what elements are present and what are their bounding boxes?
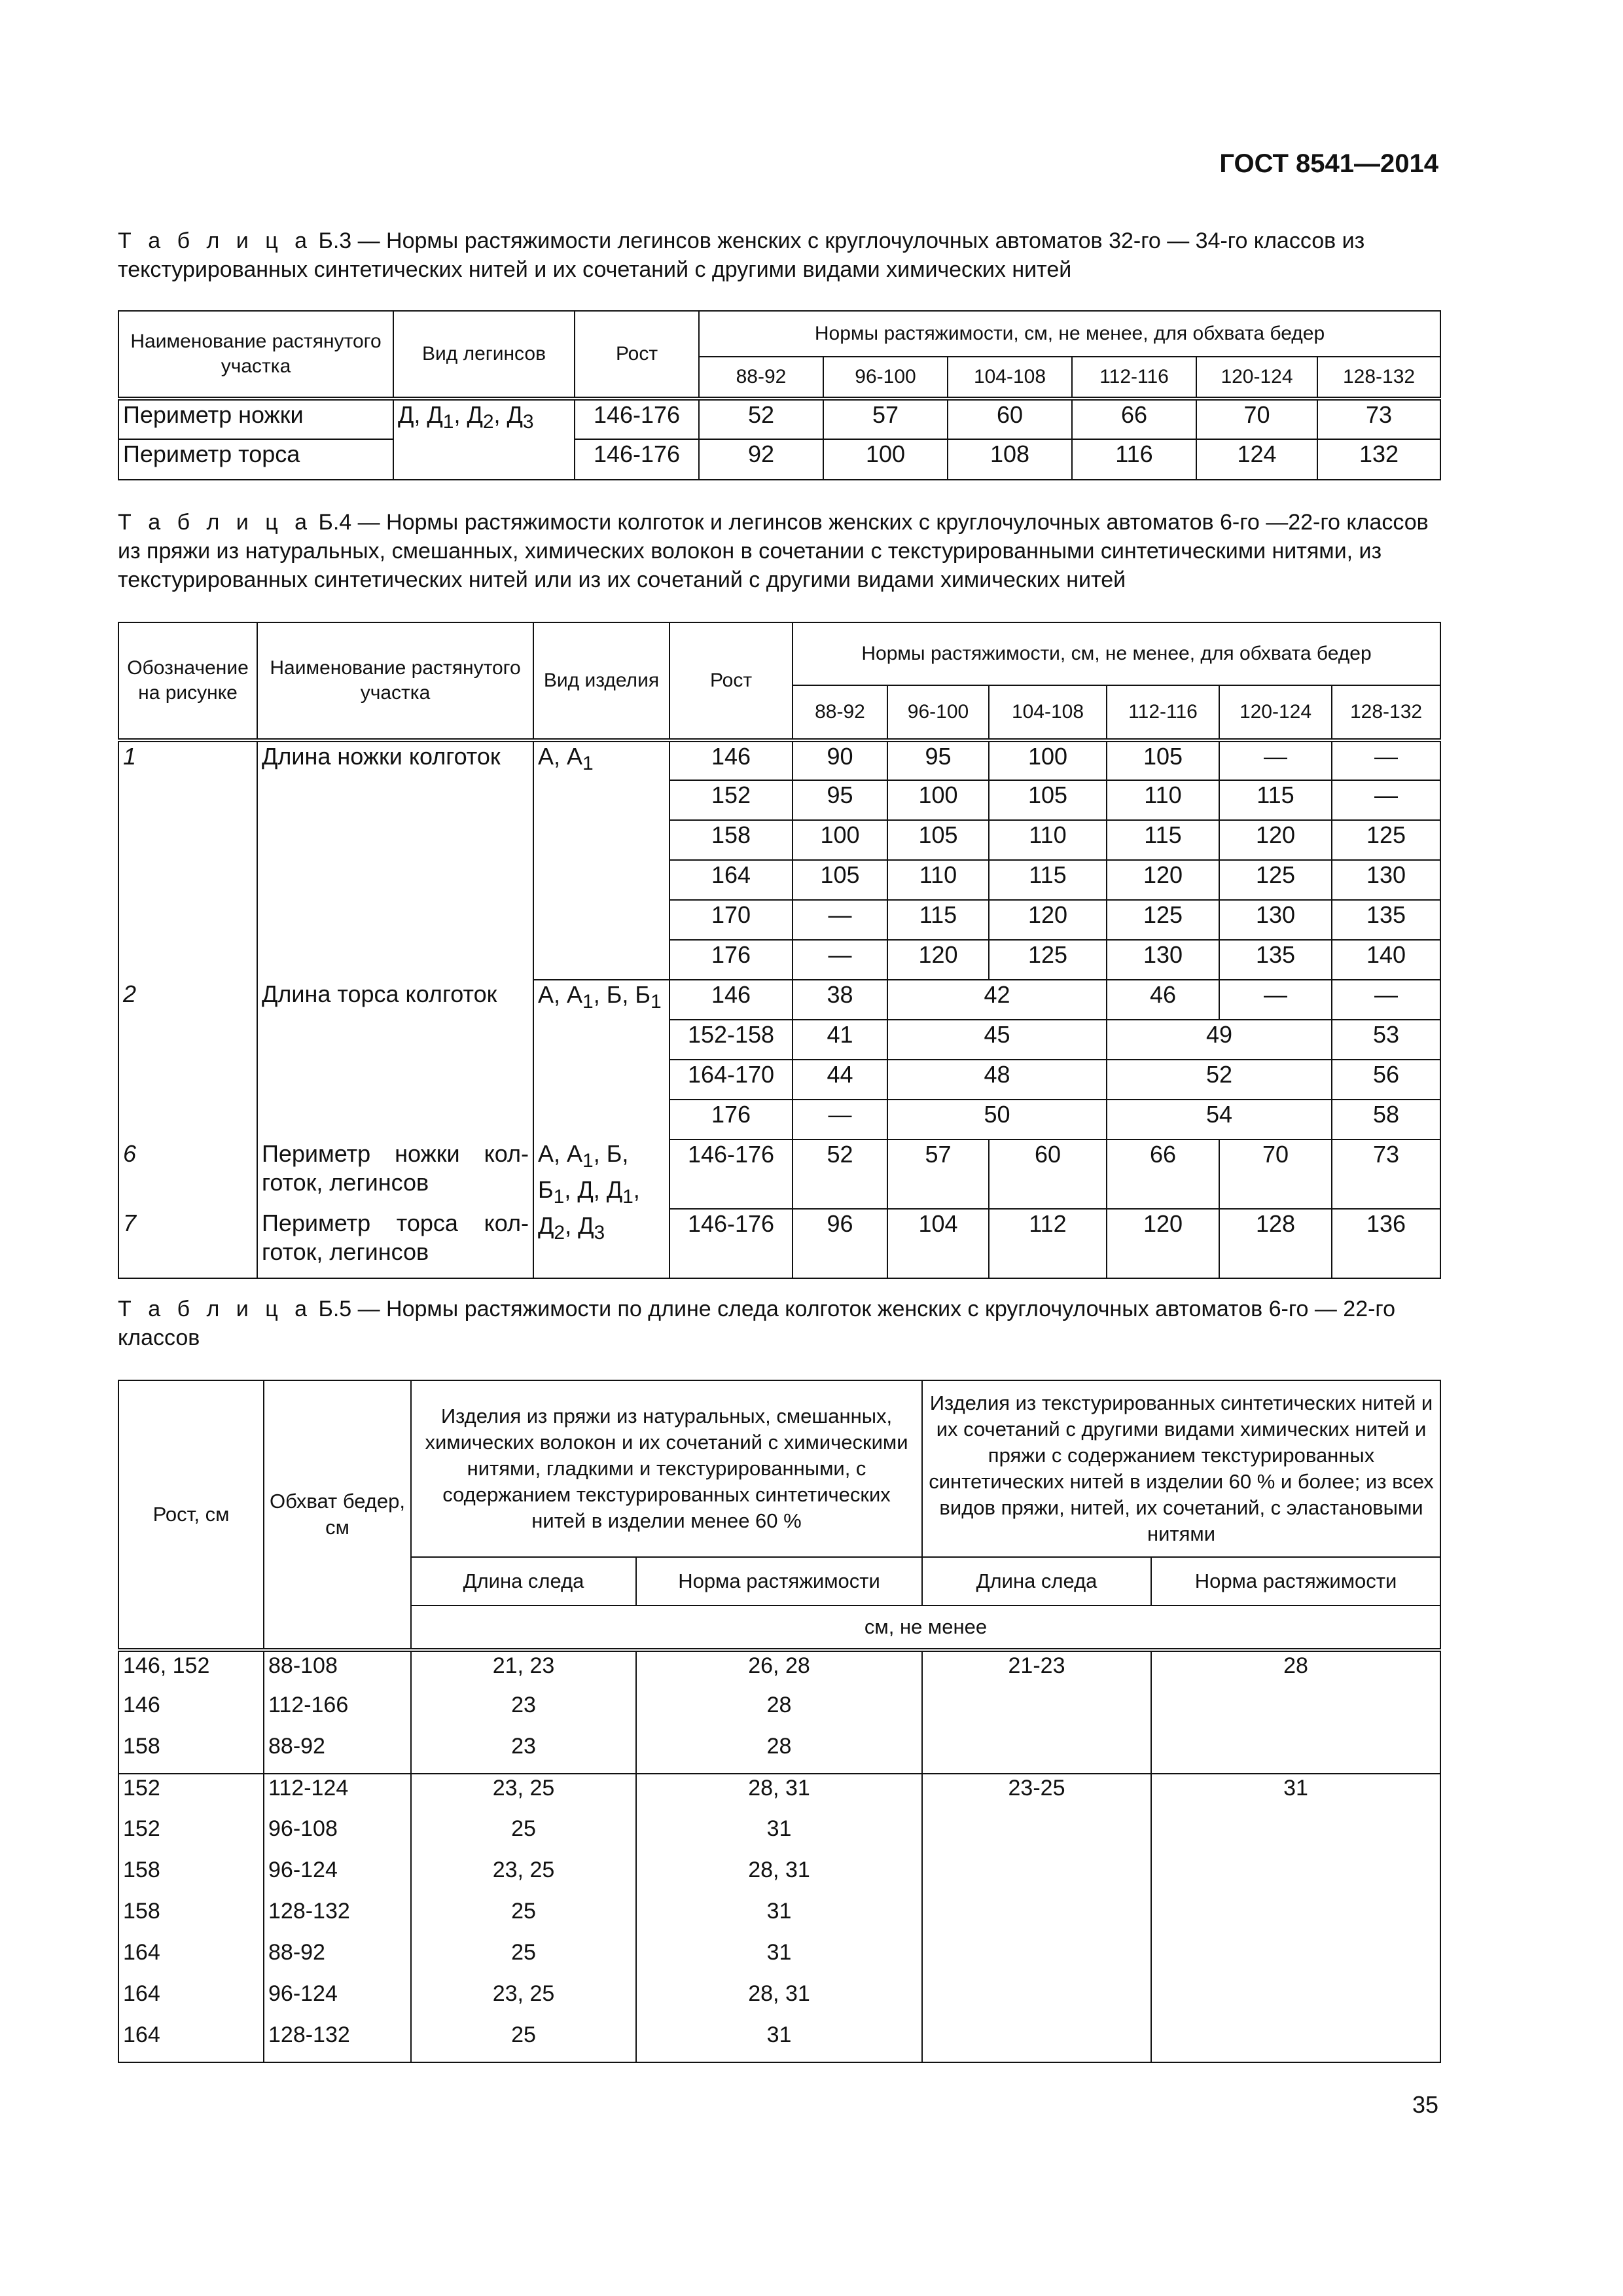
cell-value: 110 <box>1107 780 1219 820</box>
caption-label: Т а б л и ц а <box>118 1297 313 1321</box>
header-height: Рост, см <box>118 1380 264 1650</box>
cell-value: 70 <box>1219 1139 1332 1209</box>
cell-value: 100 <box>823 439 948 480</box>
cell-value: 125 <box>1107 900 1219 940</box>
header-norm: Норма растяжимости <box>636 1557 922 1605</box>
header-norms: Нормы растяжимости, см, не менее, для обхвата бедер <box>793 622 1440 685</box>
table-row <box>118 740 1440 780</box>
cell-length: 23, 25 <box>411 1980 636 2021</box>
cell-height: 176 <box>669 1100 793 1139</box>
caption-label: Т а б л и ц а <box>118 228 313 253</box>
cell-value: 120 <box>1107 1209 1219 1278</box>
header-norms: Нормы растяжимости, см, не менее, для обхвата бедер <box>699 311 1440 357</box>
cell-value: 44 <box>793 1060 887 1100</box>
cell-value: 136 <box>1332 1209 1440 1278</box>
cell-value: 48 <box>887 1060 1107 1100</box>
cell-height: 146 <box>669 740 793 780</box>
header-girth: 96-100 <box>823 357 948 399</box>
cell-mark: 6 <box>118 1139 257 1209</box>
cell-value: 120 <box>989 900 1107 940</box>
header-girth: 104-108 <box>989 685 1107 740</box>
cell-height: 146-176 <box>669 1139 793 1209</box>
cell-girth: 96-108 <box>264 1815 411 1856</box>
cell-value: 120 <box>887 940 989 980</box>
header-girth: 112-116 <box>1072 357 1196 399</box>
cell-kind: Д, $Д_1$, $Д_2$, $Д_3$ <box>393 399 575 480</box>
cell-norm: 31 <box>636 1939 922 1980</box>
header-girth: 104-108 <box>948 357 1072 399</box>
cell-height: 158 <box>118 1897 264 1939</box>
cell-girth: 88-92 <box>264 1939 411 1980</box>
cell-length: 23 <box>411 1691 636 1732</box>
cell-section: Длина торса колготок <box>257 980 533 1139</box>
cell-value: 115 <box>1219 780 1332 820</box>
cell-value: — <box>793 900 887 940</box>
cell-value: — <box>793 1100 887 1139</box>
cell-value: 100 <box>793 820 887 860</box>
cell-height: 164-170 <box>669 1060 793 1100</box>
cell-value: 49 <box>1107 1020 1332 1060</box>
cell-mark: 7 <box>118 1209 257 1278</box>
header-girth: Обхват бедер, см <box>264 1380 411 1650</box>
cell-value: 57 <box>887 1139 989 1209</box>
cell-value: 124 <box>1196 439 1317 480</box>
cell-height: 164 <box>118 2021 264 2062</box>
cell-value: 45 <box>887 1020 1107 1060</box>
table-b5-caption <box>118 1295 1440 1352</box>
cell-value: 120 <box>1219 820 1332 860</box>
cell-kind: А, $А_1$, Б, $Б_1$ <box>533 980 669 1139</box>
page-number: 35 <box>1412 2091 1438 2118</box>
header-height: Рост <box>575 311 699 399</box>
cell-length: 25 <box>411 1815 636 1856</box>
cell-girth: 112-124 <box>264 1774 411 1815</box>
cell-value: 54 <box>1107 1100 1332 1139</box>
cell-height: 152 <box>669 780 793 820</box>
table-row <box>118 1209 1440 1278</box>
cell-height: 158 <box>669 820 793 860</box>
cell-section: Периметр ножки <box>118 399 393 439</box>
caption-text: Б.5 — Нормы растяжимости по длине следа колготок женских с круглочулочных автоматов 6-го — 22-го классов <box>118 1297 1395 1350</box>
cell-value: 130 <box>1332 860 1440 900</box>
cell-value: 135 <box>1332 900 1440 940</box>
cell-value: 100 <box>887 780 989 820</box>
cell-height: 164 <box>118 1980 264 2021</box>
cell-norm: 28, 31 <box>636 1980 922 2021</box>
table-b4 <box>118 622 1441 1279</box>
header-kind: Вид легинсов <box>393 311 575 399</box>
cell-value: 105 <box>793 860 887 900</box>
cell-value: 38 <box>793 980 887 1020</box>
cell-height: 164 <box>669 860 793 900</box>
cell-length: 23 <box>411 1732 636 1774</box>
cell-value: 96 <box>793 1209 887 1278</box>
table-b4-caption <box>118 508 1440 594</box>
header-kind: Вид изделия <box>533 622 669 740</box>
header-mark: Обозначение на рисунке <box>118 622 257 740</box>
cell-value: 60 <box>989 1139 1107 1209</box>
cell-value: 56 <box>1332 1060 1440 1100</box>
cell-value: 42 <box>887 980 1107 1020</box>
cell-value: 66 <box>1107 1139 1219 1209</box>
cell-height: 152 <box>118 1774 264 1815</box>
cell-value: 46 <box>1107 980 1219 1020</box>
header-norm: Норма растяжимости <box>1151 1557 1440 1605</box>
header-group-1: Изделия из пряжи из натуральных, смешанных, химических волокон и их сочетаний с химическими нитями, гладкими и текстурированными, с содержанием текстурированных синтетических нитей в изделии менее 60 % <box>411 1380 922 1557</box>
cell-height: 164 <box>118 1939 264 1980</box>
cell-mark: 1 <box>118 740 257 980</box>
cell-length: 23-25 <box>922 1774 1151 2062</box>
caption-text: Б.3 — Нормы растяжимости легинсов женских с круглочулочных автоматов 32-го — 34-го классов из текстурированных синтетических нитей и их сочетаний с другими видами химических нитей <box>118 228 1365 282</box>
cell-norm: 31 <box>1151 1774 1440 2062</box>
cell-value: — <box>1332 980 1440 1020</box>
cell-value: 95 <box>793 780 887 820</box>
table-row <box>118 1650 1440 1691</box>
table-row <box>118 1774 1440 1815</box>
header-section: Наименование растянутого участка <box>118 311 393 399</box>
cell-value: 140 <box>1332 940 1440 980</box>
table-b5 <box>118 1380 1441 2063</box>
cell-girth: 96-124 <box>264 1980 411 2021</box>
header-height: Рост <box>669 622 793 740</box>
cell-height: 152 <box>118 1815 264 1856</box>
cell-norm: 31 <box>636 1815 922 1856</box>
cell-girth: 128-132 <box>264 2021 411 2062</box>
cell-value: 52 <box>793 1139 887 1209</box>
table-row <box>118 1139 1440 1209</box>
table-row <box>118 980 1440 1020</box>
cell-length: 23, 25 <box>411 1856 636 1897</box>
cell-height: 146-176 <box>575 439 699 480</box>
cell-value: — <box>793 940 887 980</box>
caption-label: Т а б л и ц а <box>118 510 313 535</box>
header-length: Длина следа <box>411 1557 636 1605</box>
cell-value: 110 <box>887 860 989 900</box>
header-girth: 88-92 <box>793 685 887 740</box>
cell-value: — <box>1219 740 1332 780</box>
caption-text: Б.4 — Нормы растяжимости колготок и легинсов женских с круглочулочных автоматов 6-го —22-го классов из пряжи из натуральных, смешанных, химических волокон в сочетании с текстурированными синтетическими нитями, из текстурированных синтетических нитей или из их сочетаний с другими видами химических нитей <box>118 510 1429 592</box>
table-b3-caption <box>118 226 1440 284</box>
cell-norm: 28, 31 <box>636 1856 922 1897</box>
cell-norm: 28, 31 <box>636 1774 922 1815</box>
cell-height: 146-176 <box>669 1209 793 1278</box>
cell-height: 146 <box>669 980 793 1020</box>
header-girth: 96-100 <box>887 685 989 740</box>
cell-value: 104 <box>887 1209 989 1278</box>
cell-girth: 88-108 <box>264 1650 411 1691</box>
cell-norm: 31 <box>636 1897 922 1939</box>
header-girth: 128-132 <box>1317 357 1440 399</box>
table-row <box>118 439 1440 480</box>
header-group-2: Изделия из текстурированных синтетических нитей и их сочетаний с другими видами химических нитей и пряжи с содержанием текстурированных синтетических нитей в изделии 60 % и более; из всех видов пряжи, нитей, их сочетаний, с эластановыми нитями <box>922 1380 1440 1557</box>
cell-value: 110 <box>989 820 1107 860</box>
cell-value: 58 <box>1332 1100 1440 1139</box>
cell-value: 95 <box>887 740 989 780</box>
cell-length: 25 <box>411 1939 636 1980</box>
cell-height: 152-158 <box>669 1020 793 1060</box>
cell-value: 135 <box>1219 940 1332 980</box>
cell-value: 41 <box>793 1020 887 1060</box>
cell-height: 146, 152 <box>118 1650 264 1691</box>
cell-value: 125 <box>1219 860 1332 900</box>
cell-value: 115 <box>989 860 1107 900</box>
cell-value: 92 <box>699 439 823 480</box>
header-girth: 88-92 <box>699 357 823 399</box>
standard-number: ГОСТ 8541—2014 <box>1219 149 1438 178</box>
cell-value: 132 <box>1317 439 1440 480</box>
cell-value: 100 <box>989 740 1107 780</box>
header-girth: 120-124 <box>1219 685 1332 740</box>
header-length: Длина следа <box>922 1557 1151 1605</box>
cell-length: 21, 23 <box>411 1650 636 1691</box>
cell-girth: 112-166 <box>264 1691 411 1732</box>
cell-norm: 31 <box>636 2021 922 2062</box>
cell-section: Периметр торса колготок, легинсов <box>257 1209 533 1278</box>
cell-value: 125 <box>989 940 1107 980</box>
cell-norm: 26, 28 <box>636 1650 922 1691</box>
cell-height: 158 <box>118 1732 264 1774</box>
cell-value: 73 <box>1332 1139 1440 1209</box>
cell-value: 116 <box>1072 439 1196 480</box>
cell-value: 130 <box>1219 900 1332 940</box>
cell-value: 115 <box>1107 820 1219 860</box>
cell-length: 23, 25 <box>411 1774 636 1815</box>
cell-length: 25 <box>411 2021 636 2062</box>
header-girth: 120-124 <box>1196 357 1317 399</box>
cell-mark: 2 <box>118 980 257 1139</box>
cell-girth: 96-124 <box>264 1856 411 1897</box>
cell-value: 105 <box>1107 740 1219 780</box>
cell-value: 90 <box>793 740 887 780</box>
cell-value: 60 <box>948 399 1072 439</box>
cell-norm: 28 <box>636 1691 922 1732</box>
cell-section: Длина ножки колготок <box>257 740 533 980</box>
cell-value: 50 <box>887 1100 1107 1139</box>
cell-girth: 128-132 <box>264 1897 411 1939</box>
cell-value: 53 <box>1332 1020 1440 1060</box>
table-b3 <box>118 310 1441 480</box>
table-row <box>118 399 1440 439</box>
cell-norm: 28 <box>1151 1650 1440 1774</box>
cell-value: 73 <box>1317 399 1440 439</box>
cell-section: Периметр торса <box>118 439 393 480</box>
cell-value: 57 <box>823 399 948 439</box>
cell-length: 25 <box>411 1897 636 1939</box>
cell-height: 176 <box>669 940 793 980</box>
cell-value: 130 <box>1107 940 1219 980</box>
cell-kind: А, $А_1$, Б, $Б_1$, Д, $Д_1$, $Д_2$, $Д_3$ <box>533 1139 669 1278</box>
cell-value: 70 <box>1196 399 1317 439</box>
cell-girth: 88-92 <box>264 1732 411 1774</box>
cell-value: — <box>1332 780 1440 820</box>
cell-value: 112 <box>989 1209 1107 1278</box>
header-girth: 128-132 <box>1332 685 1440 740</box>
cell-length: 21-23 <box>922 1650 1151 1774</box>
cell-height: 146 <box>118 1691 264 1732</box>
cell-value: 52 <box>699 399 823 439</box>
header-girth: 112-116 <box>1107 685 1219 740</box>
cell-value: 120 <box>1107 860 1219 900</box>
cell-height: 158 <box>118 1856 264 1897</box>
cell-kind: А, $А_1$ <box>533 740 669 980</box>
cell-value: 52 <box>1107 1060 1332 1100</box>
header-unit: см, не менее <box>411 1605 1440 1650</box>
cell-value: 105 <box>887 820 989 860</box>
cell-value: 125 <box>1332 820 1440 860</box>
header-section: Наименование растянутого участка <box>257 622 533 740</box>
cell-height: 146-176 <box>575 399 699 439</box>
cell-value: 128 <box>1219 1209 1332 1278</box>
cell-height: 170 <box>669 900 793 940</box>
cell-value: 108 <box>948 439 1072 480</box>
cell-section: Периметр ножки колготок, легинсов <box>257 1139 533 1209</box>
cell-value: 66 <box>1072 399 1196 439</box>
cell-value: 105 <box>989 780 1107 820</box>
cell-value: — <box>1219 980 1332 1020</box>
cell-value: 115 <box>887 900 989 940</box>
cell-value: — <box>1332 740 1440 780</box>
cell-norm: 28 <box>636 1732 922 1774</box>
